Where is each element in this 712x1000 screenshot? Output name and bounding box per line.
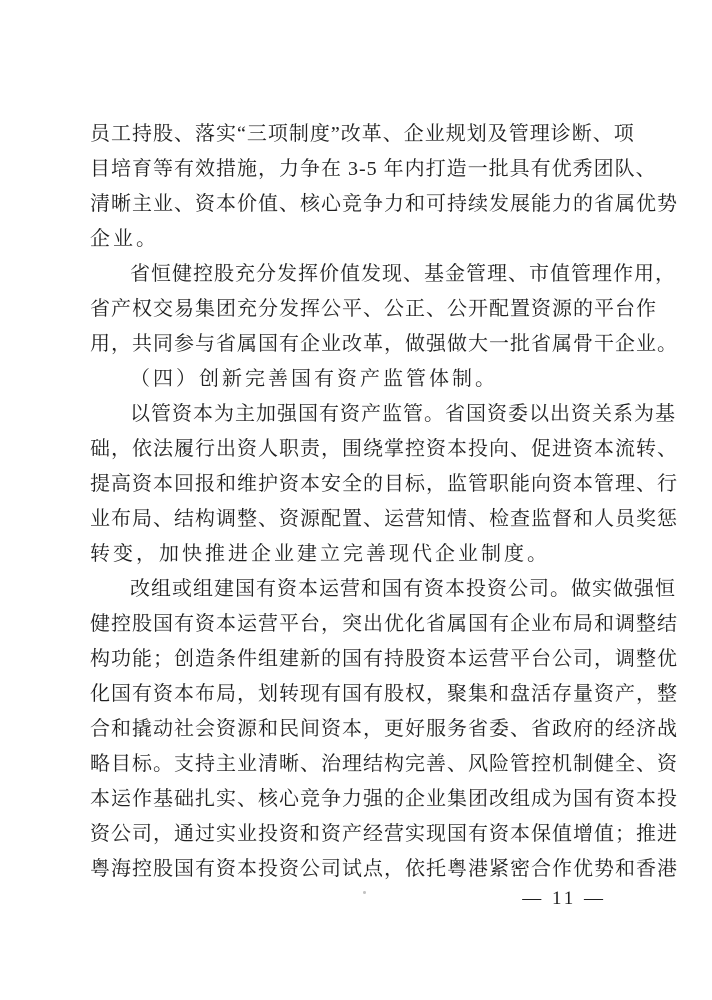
body-text bbox=[90, 117, 678, 887]
text-line: 改组或组建国有资本运营和国有资本投资公司。做实做强恒 bbox=[130, 578, 676, 600]
page-number: — 11 — bbox=[522, 888, 606, 909]
text-line: 以管资本为主加强国有资产监管。省国资委以出资关系为基 bbox=[130, 403, 676, 425]
text-line: 资公司，通过实业投资和资产经营实现国有资本保值增值；推进 bbox=[90, 823, 678, 845]
text-line: 合和撬动社会资源和民间资本，更好服务省委、省政府的经济战 bbox=[90, 718, 678, 740]
text-line: 员工持股、落实“三项制度”改革、企业规划及管理诊断、项 bbox=[90, 123, 635, 145]
text-line: 础，依法履行出资人职责，围绕掌控资本投向、促进资本流转、 bbox=[90, 438, 678, 460]
text-line: 省恒健控股充分发挥价值发现、基金管理、市值管理作用， bbox=[130, 263, 676, 285]
text-line: 粤海控股国有资本投资公司试点，依托粤港紧密合作优势和香港 bbox=[90, 858, 678, 880]
text-line: 业布局、结构调整、资源配置、运营知情、检查监督和人员奖惩 bbox=[90, 508, 678, 530]
text-line: 化国有资本布局，划转现有国有股权，聚集和盘活存量资产，整 bbox=[90, 683, 678, 705]
text-line: 清晰主业、资本价值、核心竞争力和可持续发展能力的省属优势 bbox=[90, 193, 678, 215]
section-heading-line: （四）创新完善国有资产监管体制。 bbox=[130, 368, 498, 390]
text-line: 略目标。支持主业清晰、治理结构完善、风险管控机制健全、资 bbox=[90, 753, 678, 775]
text-line: 提高资本回报和维护资本安全的目标，监管职能向资本管理、行 bbox=[90, 473, 678, 495]
text-line: 企业。 bbox=[90, 228, 159, 250]
text-line: 构功能；创造条件组建新的国有持股资本运营平台公司，调整优 bbox=[90, 648, 678, 670]
text-line: 省产权交易集团充分发挥公平、公正、公开配置资源的平台作 bbox=[90, 298, 657, 320]
text-line: 用，共同参与省属国有企业改革，做强做大一批省属骨干企业。 bbox=[90, 333, 678, 355]
text-line: 转变，加快推进企业建立完善现代企业制度。 bbox=[90, 543, 550, 565]
text-line: 本运作基础扎实、核心竞争力强的企业集团改组成为国有资本投 bbox=[90, 788, 678, 810]
text-line: 目培育等有效措施，力争在 3-5 年内打造一批具有优秀团队、 bbox=[90, 158, 657, 180]
text-line: 健控股国有资本运营平台，突出优化省属国有企业布局和调整结 bbox=[90, 613, 678, 635]
